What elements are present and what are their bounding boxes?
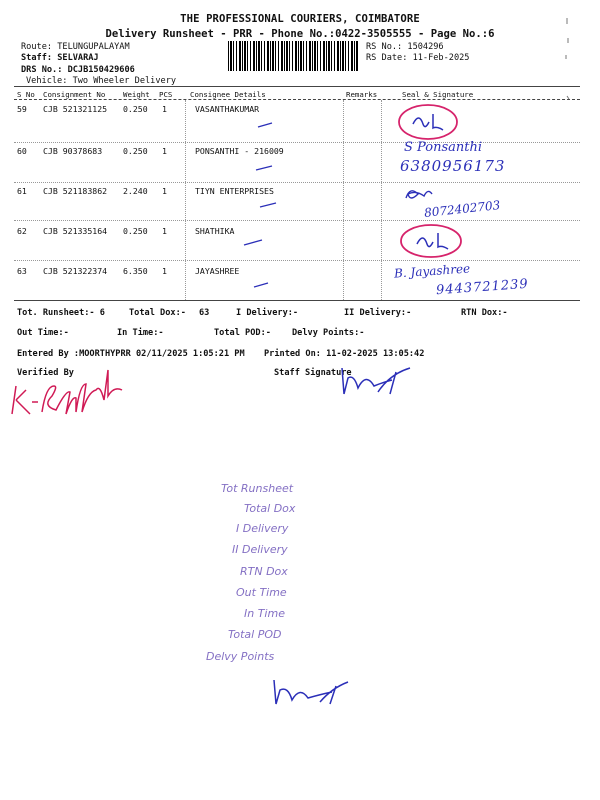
- handwritten-phone: 9443721239: [435, 276, 530, 299]
- route-label: Route: TELUNGUPALAYAM: [21, 42, 130, 52]
- i-delivery: I Delivery:-: [236, 308, 299, 318]
- handwritten-phone: 6380956173: [400, 157, 506, 175]
- stamp-line: Out Time: [236, 586, 287, 599]
- cell-pcs: 1: [162, 186, 167, 196]
- stamp-line: I Delivery: [236, 522, 289, 535]
- cell-pcs: 1: [162, 104, 167, 114]
- cell-sno: 60: [17, 146, 27, 156]
- stamp-line: Total Dox: [244, 502, 296, 515]
- ii-delivery: II Delivery:-: [344, 308, 412, 318]
- cell-sno: 59: [17, 104, 27, 114]
- cell-consignee: TIYN ENTERPRISES: [195, 186, 274, 196]
- rs-date: RS Date: 11-Feb-2025: [366, 53, 470, 63]
- runsheet-subtitle: Delivery Runsheet - PRR - Phone No.:0422-3505555 - Page No.:6: [105, 28, 495, 40]
- cell-consignment: CJB 521322374: [43, 266, 108, 276]
- cell-sno: 62: [17, 226, 27, 236]
- cell-weight: 2.240: [123, 186, 148, 196]
- verified-by-label: Verified By: [17, 368, 74, 378]
- cell-consignment: CJB 521321125: [43, 104, 108, 114]
- total-dox-label: Total Dox:-: [129, 308, 186, 318]
- stamp-line: Total POD: [228, 628, 282, 641]
- cell-pcs: 1: [162, 146, 167, 156]
- cell-pcs: 1: [162, 266, 167, 276]
- stamp-line: II Delivery: [232, 543, 288, 556]
- cell-consignment: CJB 521335164: [43, 226, 108, 236]
- cell-weight: 0.250: [123, 146, 148, 156]
- staff-label: Staff: SELVARAJ: [21, 53, 99, 63]
- total-pod: Total POD:-: [214, 328, 271, 338]
- header-consignment: Consignment No: [43, 90, 106, 99]
- cell-consignee: PONSANTHI - 216009: [195, 146, 284, 156]
- cell-sno: 63: [17, 266, 27, 276]
- seal-stamp: [395, 102, 465, 142]
- cell-consignee: SHATHIKA: [195, 226, 235, 236]
- cell-sno: 61: [17, 186, 27, 196]
- header-sno: S No: [17, 90, 35, 99]
- cell-pcs: 1: [162, 226, 167, 236]
- staff-signature-label: Staff Signature: [274, 368, 352, 378]
- handwritten-name: S Ponsanthi: [404, 140, 483, 155]
- rtn-dox: RTN Dox:-: [461, 308, 508, 318]
- verifier-signature: [6, 372, 166, 426]
- handwritten-name: B. Jayashree: [393, 261, 471, 281]
- cell-consignment: CJB 521183862: [43, 186, 108, 196]
- in-time: In Time:-: [117, 328, 164, 338]
- delvy-points: Delvy Points:-: [292, 328, 365, 338]
- cell-weight: 0.250: [123, 226, 148, 236]
- cell-weight: 6.350: [123, 266, 148, 276]
- company-title: THE PROFESSIONAL COURIERS, COIMBATORE: [180, 13, 420, 25]
- entered-by: Entered By :MOORTHYPRR 02/11/2025 1:05:21 PM: [17, 349, 245, 359]
- stamp-line: Delvy Points: [206, 650, 275, 663]
- header-seal-signature: Seal & Signature: [402, 90, 474, 99]
- stamp-line: Tot Runsheet: [221, 482, 294, 495]
- header-pcs: PCS: [159, 90, 173, 99]
- staff-signature: [334, 364, 424, 400]
- stamp-signature: [268, 676, 378, 712]
- stamp-line: RTN Dox: [240, 565, 288, 578]
- cell-consignee: VASANTHAKUMAR: [195, 104, 260, 114]
- vehicle-label: Vehicle: Two Wheeler Delivery: [26, 76, 177, 86]
- header-consignee: Consignee Details: [190, 90, 266, 99]
- cell-consignment: CJB 90378683: [43, 146, 103, 156]
- seal-stamp: [398, 222, 468, 262]
- cell-weight: 0.250: [123, 104, 148, 114]
- cell-consignee: JAYASHREE: [195, 266, 240, 276]
- header-remarks: Remarks: [346, 90, 378, 99]
- total-runsheet: Tot. Runsheet:- 6: [17, 308, 105, 318]
- header-weight: Weight: [123, 90, 150, 99]
- drs-label: DRS No.: DCJB150429606: [21, 65, 135, 75]
- rs-number: RS No.: 1504296: [366, 42, 444, 52]
- total-dox-value: 63: [199, 308, 210, 318]
- out-time: Out Time:-: [17, 328, 69, 338]
- printed-on: Printed On: 11-02-2025 13:05:42: [264, 349, 425, 359]
- handwritten-note: 8072402703: [423, 198, 501, 220]
- handwritten-signature: [400, 184, 440, 206]
- stamp-line: In Time: [244, 607, 285, 620]
